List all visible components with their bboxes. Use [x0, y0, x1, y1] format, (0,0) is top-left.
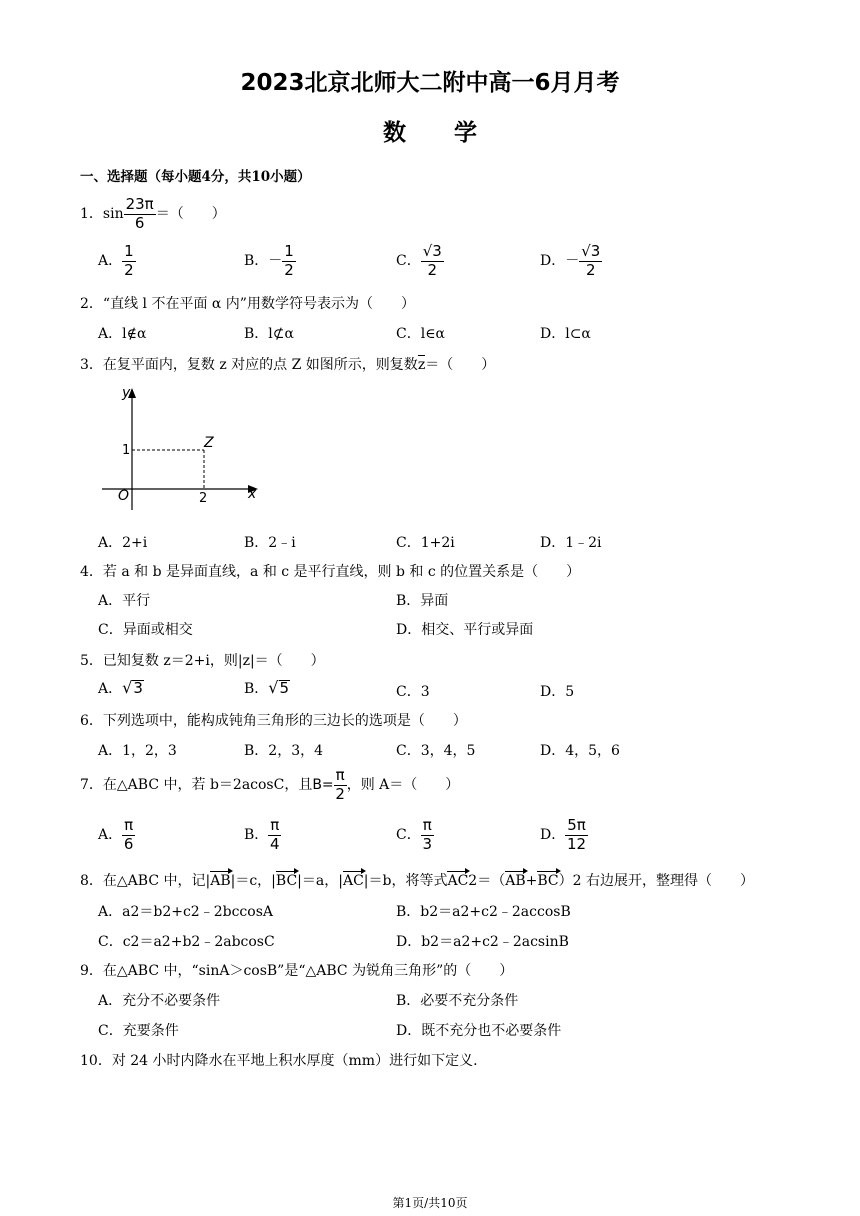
q9-option-d: D．既不充分也不必要条件	[396, 1023, 562, 1039]
question-7-stem: 7．在△ABC 中，若 b＝2acosC，且 B= $\frac{\pi}{2}$ ，则 A＝（ ）	[80, 766, 460, 803]
question-10-stem: 10．对 24 小时内降水在平地上积水厚度（mm）进行如下定义.	[80, 1053, 478, 1069]
question-4-stem: 4．若 a 和 b 是异面直线，a 和 c 是平行直线，则 b 和 c 的位置关系是（ ）	[80, 564, 581, 580]
q1-option-b: B．－ $\frac{1}{2}$	[244, 242, 294, 279]
origin-label: O	[118, 488, 130, 504]
question-6-stem: 6．下列选项中，能构成钝角三角形的三边长的选项是（ ）	[80, 713, 467, 729]
question-9-stem: 9．在△ABC 中，“sinA＞cosB”是“△ABC 为锐角三角形”的（ ）	[80, 963, 514, 979]
question-8-stem: 8．在△ABC 中，记|AB|＝c，|BC|＝a，|AC|＝b，将等式AC2＝（AB+BC）2 右边展开，整理得（ ）	[80, 873, 754, 889]
q3-option-a: A．2+i	[98, 535, 148, 551]
q8-option-b: B．b2＝a2+c2﹣2accosB	[396, 904, 571, 920]
q6-option-b: B．2，3，4	[244, 743, 324, 759]
q6-option-d: D．4，5，6	[540, 743, 620, 759]
q9-option-b: B．必要不充分条件	[396, 993, 519, 1009]
q8-option-c: C．c2＝a2+b2﹣2abcosC	[98, 934, 275, 950]
q8-option-d: D．b2＝a2+c2﹣2acsinB	[396, 934, 569, 950]
question-2-stem: 2．“直线 l 不在平面 α 内”用数学符号表示为（ ）	[80, 296, 415, 312]
q2-option-c: C．l∈α	[396, 326, 446, 342]
section-heading: 一、选择题（每小题4分，共10小题）	[80, 169, 311, 185]
q5-option-d: D．5	[540, 684, 575, 700]
q9-option-a: A．充分不必要条件	[98, 993, 221, 1009]
q7-option-d: D． $\frac{5\pi}{12}$	[540, 816, 587, 853]
q1-option-c: C． $\frac{√3}{2}$	[396, 242, 442, 279]
page-title: 2023北京北师大二附中高一6月月考	[240, 70, 620, 96]
q2-option-b: B．l⊄α	[244, 326, 294, 342]
q5-option-a: A． √ 3	[98, 678, 143, 697]
x-axis-label: x	[248, 486, 257, 502]
q3-option-c: C．1+2i	[396, 535, 455, 551]
q1-option-d: D．－ $\frac{√3}{2}$	[540, 242, 601, 279]
q4-option-a: A．平行	[98, 593, 151, 609]
q7-option-c: C． $\frac{\pi}{3}$	[396, 816, 432, 853]
q6-option-c: C．3，4，5	[396, 743, 476, 759]
subject-title: 数学	[383, 120, 525, 146]
q7-option-a: A． $\frac{\pi}{6}$	[98, 816, 134, 853]
q4-option-d: D．相交、平行或异面	[396, 622, 534, 638]
y-tick-1: 1	[122, 443, 131, 458]
q6-option-a: A．1，2，3	[98, 743, 177, 759]
question-3-stem: 3．在复平面内，复数 z 对应的点 Z 如图所示，则复数z＝（ ）	[80, 357, 496, 373]
q5-option-c: C．3	[396, 684, 430, 700]
page-footer: 第1页/共10页	[392, 1196, 468, 1210]
q9-option-c: C．充要条件	[98, 1023, 179, 1039]
point-z-label: Z	[204, 435, 214, 451]
q2-option-a: A．l∉α	[98, 326, 147, 342]
x-tick-2: 2	[199, 491, 208, 506]
q7-option-b: B． $\frac{\pi}{4}$	[244, 816, 280, 853]
q3-option-d: D．1﹣2i	[540, 535, 602, 551]
q1-option-a: A． $\frac{1}{2}$	[98, 242, 134, 279]
y-axis-label: y	[122, 385, 131, 401]
q8-option-a: A．a2＝b2+c2﹣2bccosA	[98, 904, 273, 920]
complex-plane-figure	[98, 384, 268, 510]
q4-option-c: C．异面或相交	[98, 622, 193, 638]
question-1-stem: 1．sin $\frac{23\pi}{6}$ ＝（ ）	[80, 195, 226, 232]
question-5-stem: 5．已知复数 z＝2+i，则|z|＝（ ）	[80, 653, 325, 669]
q4-option-b: B．异面	[396, 593, 449, 609]
q3-option-b: B．2﹣i	[244, 535, 296, 551]
q2-option-d: D．l⊂α	[540, 326, 591, 342]
q5-option-b: B． √ 5	[244, 678, 290, 697]
